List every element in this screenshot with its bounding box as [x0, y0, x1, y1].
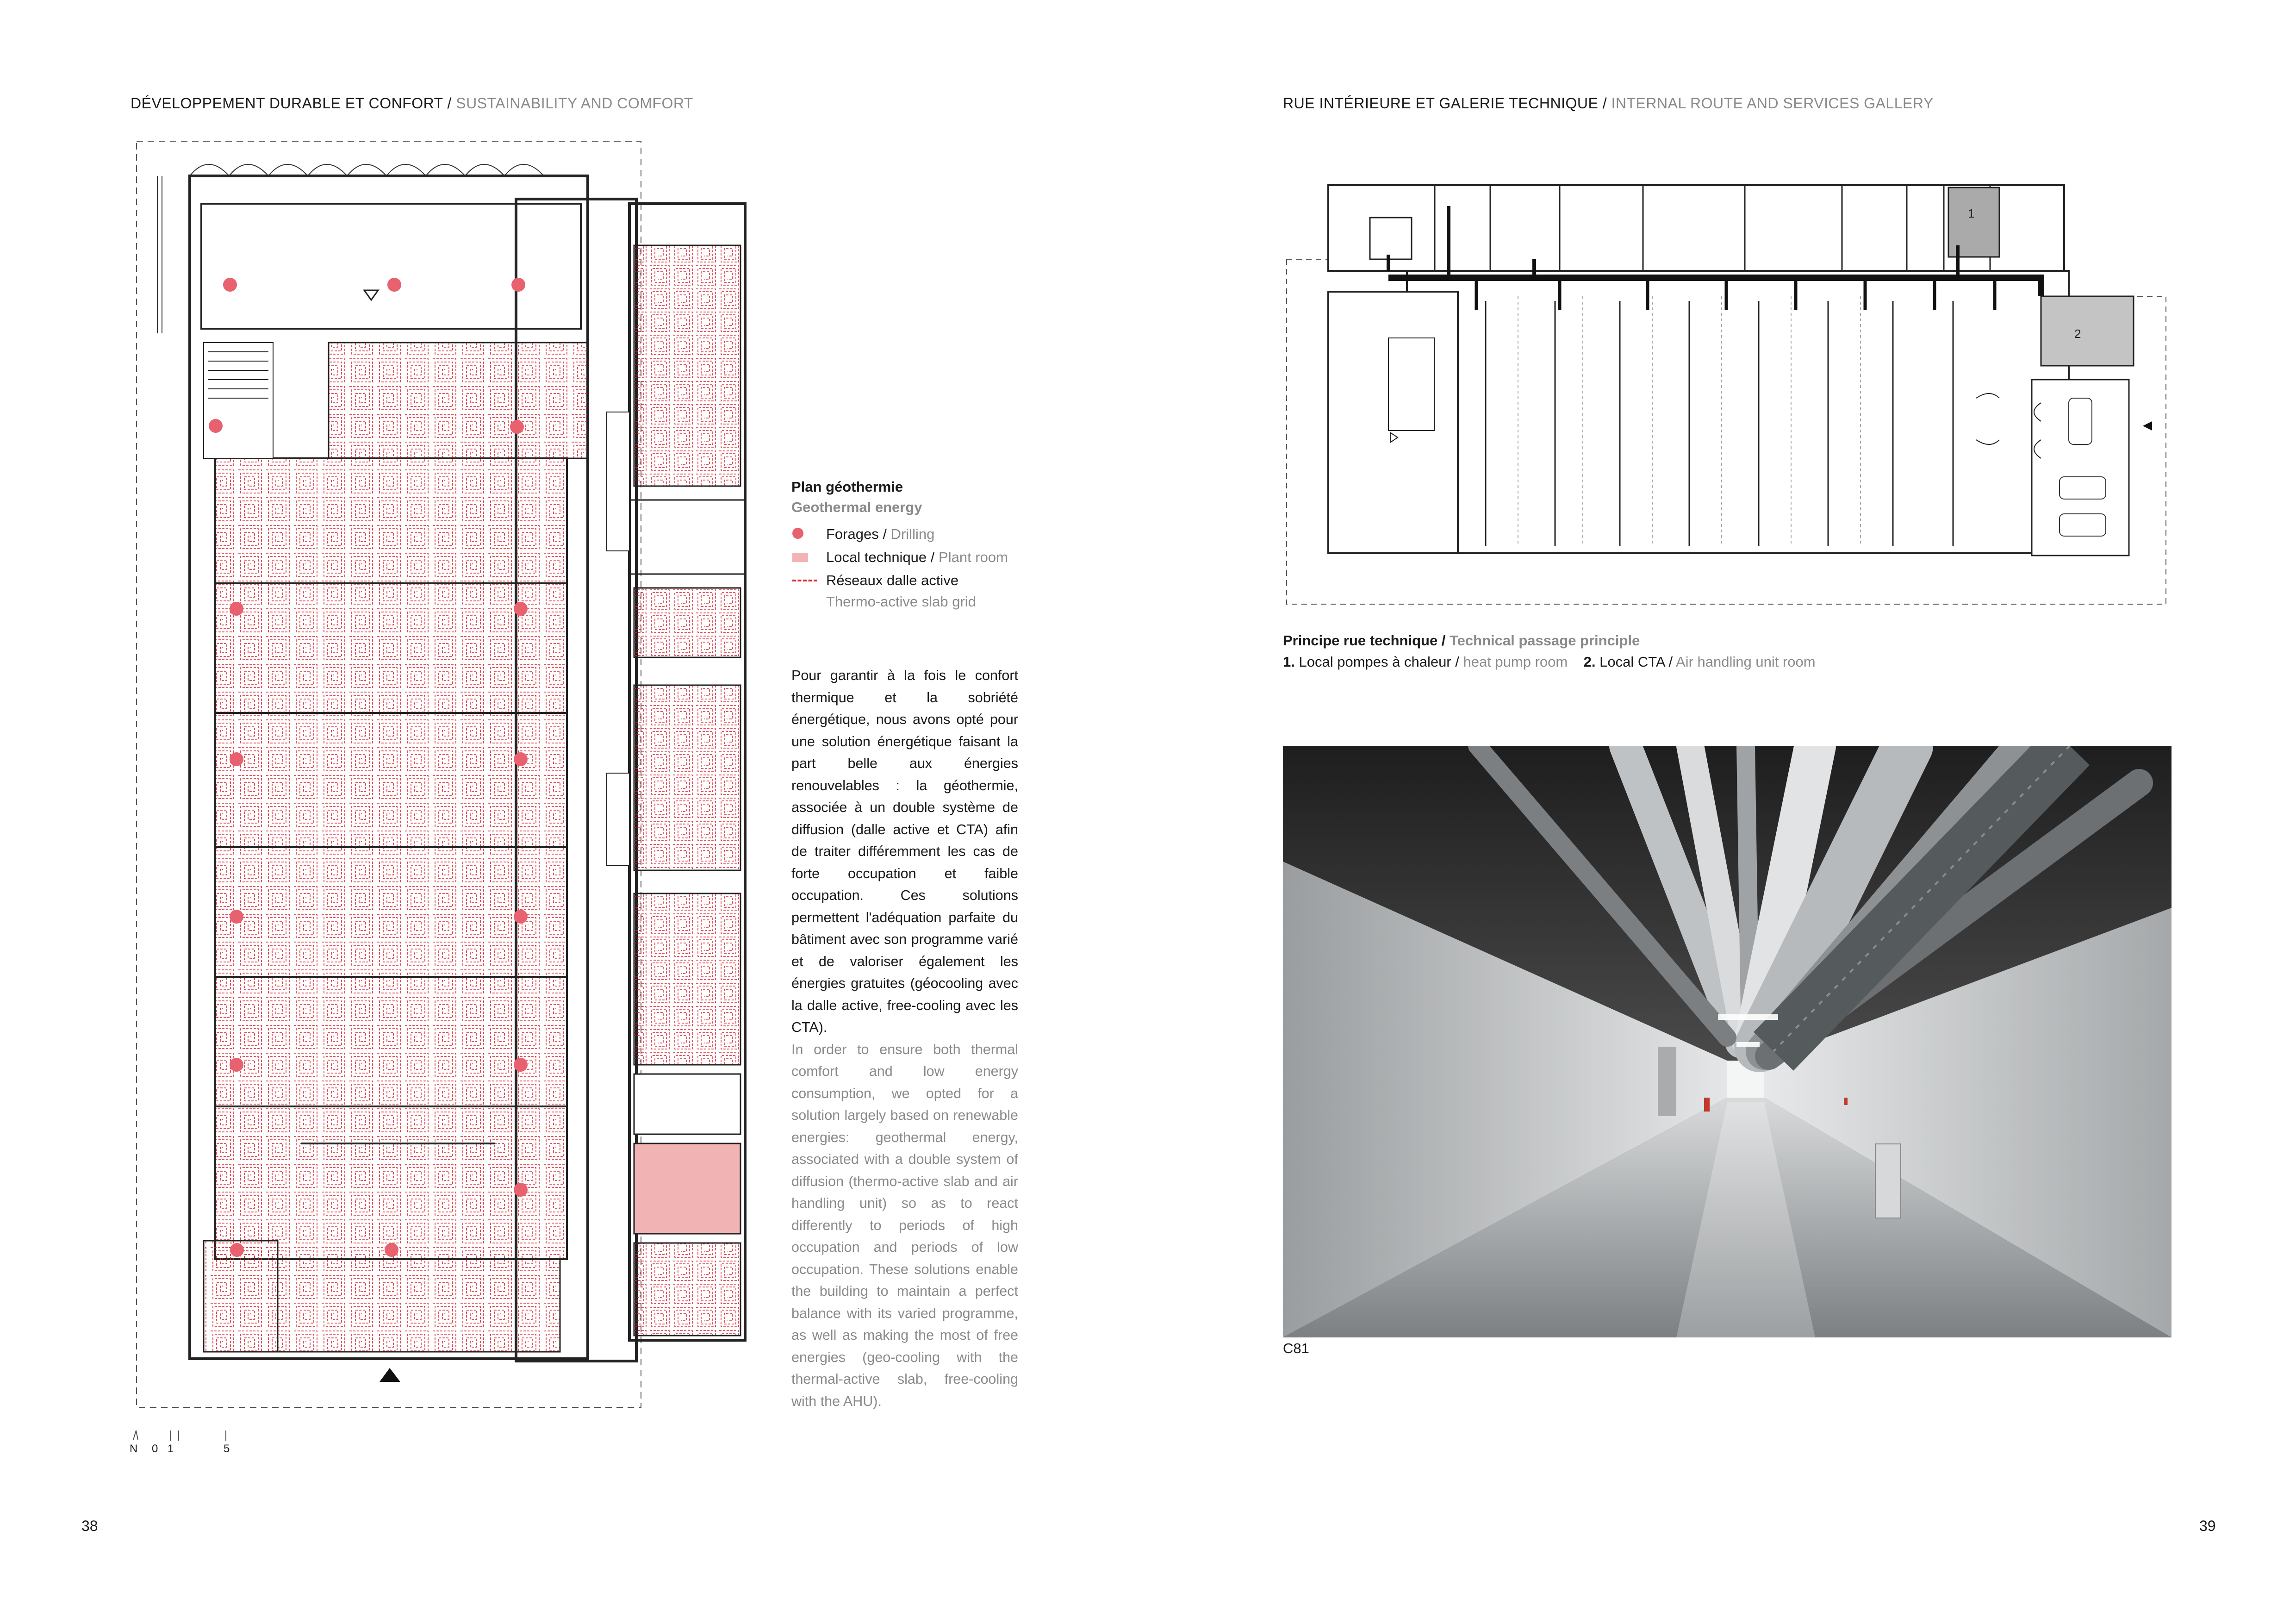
plan-caption [1283, 632, 1640, 649]
drill-point [514, 1058, 528, 1072]
drill-point [230, 602, 243, 616]
main-entrance-arrow [380, 1368, 400, 1382]
body-text-en: In order to ensure both thermal comfort and low energy consumption, we opted for a solution largely based on renewable energies: geothermal energy, associated with a double system of diffusion (thermo-active slab and air handling unit) so as to react differently to periods of high occupation and periods of low occupation. These solutions enable the building to maintain a perfect balance with its varied programme, as well as making the most of free energies (geo-cooling with the thermal-active slab, free-cooling with the AHU). [791, 1041, 1018, 1409]
left-header-fr: DÉVELOPPEMENT DURABLE ET CONFORT / [131, 95, 452, 112]
drill-point [385, 1243, 398, 1257]
technical-passage-plan [1282, 181, 2175, 611]
scale-one: 1 [168, 1443, 174, 1455]
plan-caption-items: 1. Local pompes à chaleur / heat pump room 2. Local CTA / Air handling unit room [1283, 654, 1816, 670]
scale-zero: 0 [152, 1443, 158, 1455]
drill-point [223, 278, 237, 292]
slab-grid-line-icon [792, 580, 817, 581]
right-header-fr: RUE INTÉRIEURE ET GALERIE TECHNIQUE / [1283, 95, 1607, 112]
body-text [791, 665, 1018, 1412]
drill-point [230, 1058, 243, 1072]
scale-bar [129, 1426, 244, 1458]
legend-item-plant-room: Local technique / Plant room [791, 549, 1051, 566]
legend [791, 479, 1051, 610]
drilling-points [0, 0, 602, 1389]
room-2-ahu [2041, 296, 2134, 366]
drill-point [514, 752, 528, 766]
drill-point [511, 278, 525, 292]
drill-point [230, 752, 243, 766]
plant-room [634, 1143, 740, 1234]
drill-point [230, 1243, 244, 1257]
body-text-fr: Pour garantir à la fois le confort thermique et la sobriété énergétique, nous avons opté pour une solution énergétique faisant la part belle aux énergies renouvelables : la géothermie, associée à un double système de diffusion (dalle active et CTA) afin de traiter différemment les cas de forte occupation et faible occupation. Ces solutions permettent l'adéquation parfaite du bâtiment avec son programme varié et de valoriser également les énergies gratuites (géocooling avec la dalle active, free-cooling avec les CTA). [791, 668, 1018, 1035]
right-header-en: INTERNAL ROUTE AND SERVICES GALLERY [1611, 95, 1934, 112]
right-page-header [1283, 95, 1934, 112]
scale-north: N [130, 1443, 138, 1455]
drill-point [209, 419, 223, 433]
room-1-label: 1 [1968, 206, 1975, 220]
legend-subtitle: Geothermal energy [791, 499, 922, 515]
legend-title: Plan géothermie [791, 479, 903, 495]
plant-room-swatch-icon [792, 553, 808, 562]
entrance-arrow-right [2143, 421, 2152, 431]
legend-item-slab-grid: Réseaux dalle active Thermo-active slab grid [791, 572, 1051, 610]
photo-caption: C81 [1283, 1340, 1309, 1356]
drill-point [514, 1183, 528, 1197]
drill-point [514, 602, 528, 616]
caption-title-en: Technical passage principle [1450, 632, 1640, 649]
corridor-photo [1283, 746, 2172, 1337]
scale-five: 5 [224, 1443, 230, 1455]
geothermal-plan-east-wing [602, 194, 754, 1343]
left-header-en: SUSTAINABILITY AND COMFORT [456, 95, 693, 112]
drill-point [514, 910, 528, 924]
drill-point [387, 278, 401, 292]
caption-title-fr: Principe rue technique / [1283, 632, 1446, 649]
page-number-right: 39 [2199, 1518, 2216, 1534]
drill-dot-icon [792, 528, 803, 539]
room-2-label: 2 [2074, 327, 2081, 341]
drill-point [230, 910, 243, 924]
drill-point [510, 420, 524, 434]
entrance-marker [364, 290, 378, 300]
legend-item-drilling: Forages / Drilling [791, 526, 1051, 543]
page-number-left: 38 [81, 1518, 98, 1534]
